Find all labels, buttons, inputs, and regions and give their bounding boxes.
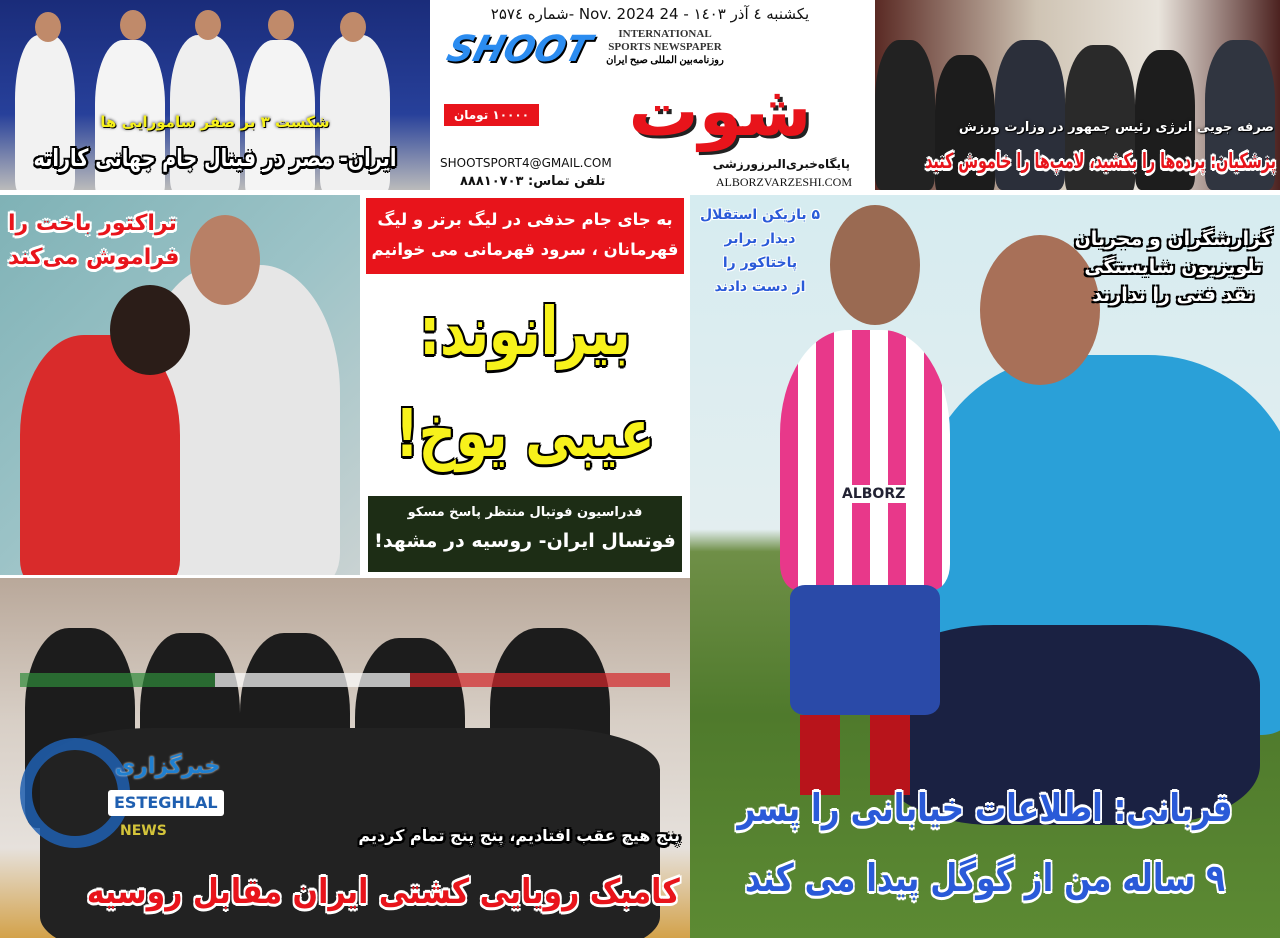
watermark-sub: NEWS: [120, 823, 167, 839]
green-box-kicker: فدراسیون فوتبال منتظر پاسخ مسکو: [407, 505, 643, 520]
esteghlal-line: از دست دادند: [714, 279, 806, 295]
subtitle-en-2: SPORTS NEWSPAPER: [608, 41, 722, 53]
green-box: [368, 496, 682, 572]
esteghlal-line: ۵ بازیکن استقلال: [700, 207, 820, 223]
tractor-line2: فراموش می‌کند: [8, 245, 180, 270]
red-box-line1: به جای جام حذفی در لیگ برتر و لیگ: [377, 210, 673, 229]
red-box: [366, 198, 684, 274]
subtitle-en-1: INTERNATIONAL: [618, 28, 712, 40]
watermark-fa: خبرگزاری: [115, 754, 221, 779]
pezeshkian-photo: [875, 0, 1280, 190]
center-column: [362, 196, 688, 576]
esteghlal-news-watermark: [20, 738, 240, 858]
ghorbani-line2: ۹ ساله من از گوگل پیدا می کند: [744, 856, 1226, 900]
partner-label: پایگاه‌خبری‌البرز‌ورزشی: [712, 157, 850, 171]
tractor-line1: تراکتور باخت را: [8, 211, 177, 236]
center-headline-line2: عیبی یوخ!: [395, 395, 655, 472]
esteghlal-blurb: [700, 203, 820, 299]
watermark-en: ESTEGHLAL: [108, 790, 224, 816]
green-box-headline: فوتسال ایران- روسیه در مشهد!: [374, 530, 676, 552]
reporters-blurb: [1075, 225, 1272, 309]
phone: تلفن تماس: ۸۸۸۱۰۷۰۳: [460, 174, 606, 189]
masthead: [430, 0, 870, 195]
shirt-text: ALBORZ: [838, 485, 909, 503]
esteghlal-line: دیدار برابر: [724, 231, 796, 247]
esteghlal-line: پاختاکور را: [722, 255, 798, 271]
reporters-line: نقد فنی را ندارند: [1092, 284, 1255, 306]
karate-kicker: شکست ۳ بر صفر سامورایی ها: [100, 113, 330, 131]
karate-headline: ایران- مصر در فینال جام جهانی کاراته: [33, 144, 397, 172]
pezeshkian-headline: پزشکیان: پرده‌ها را بکشید، لامپ‌ها را خاموش کنید: [925, 149, 1276, 173]
email: SHOOTSPORT4@GMAIL.COM: [440, 156, 612, 170]
logo-latin: SHOOT: [442, 29, 596, 70]
partner-site: ALBORZVARZESHI.COM: [715, 175, 852, 189]
logo-persian: شوت: [628, 70, 812, 152]
reporters-line: تلویزیون شایستگی: [1084, 256, 1263, 278]
price: ۱۰۰۰۰ تومان: [444, 104, 539, 126]
ghorbani-photo: [690, 195, 1280, 938]
ghorbani-line1: قربانی: اطلاعات خیابانی را پسر: [737, 786, 1233, 830]
karate-photo: [0, 0, 430, 190]
pezeshkian-kicker: صرفه جویی انرژی رئیس جمهور در وزارت ورزش: [958, 120, 1274, 135]
reporters-line: گزارشگران و مجریان: [1074, 228, 1272, 250]
tractor-photo: [0, 195, 360, 575]
wrestling-headline: کامبک رویایی کشتی ایران مقابل روسیه: [87, 872, 680, 912]
red-box-line2: قهرمانان ، سرود قهرمانی می خوانیم: [371, 240, 679, 259]
wrestling-kicker: پنج هیچ عقب افتادیم، پنج پنج تمام کردیم: [358, 826, 680, 845]
subtitle-fa: روزنامه‌بین المللی صبح ایران: [606, 55, 724, 66]
dateline: یکشنبه ٤ آذر ۱٤۰۳ - 24 Nov. 2024 -شماره ۲۵۷٤: [490, 5, 810, 23]
center-headline-line1: بیرانوند:: [419, 293, 631, 370]
